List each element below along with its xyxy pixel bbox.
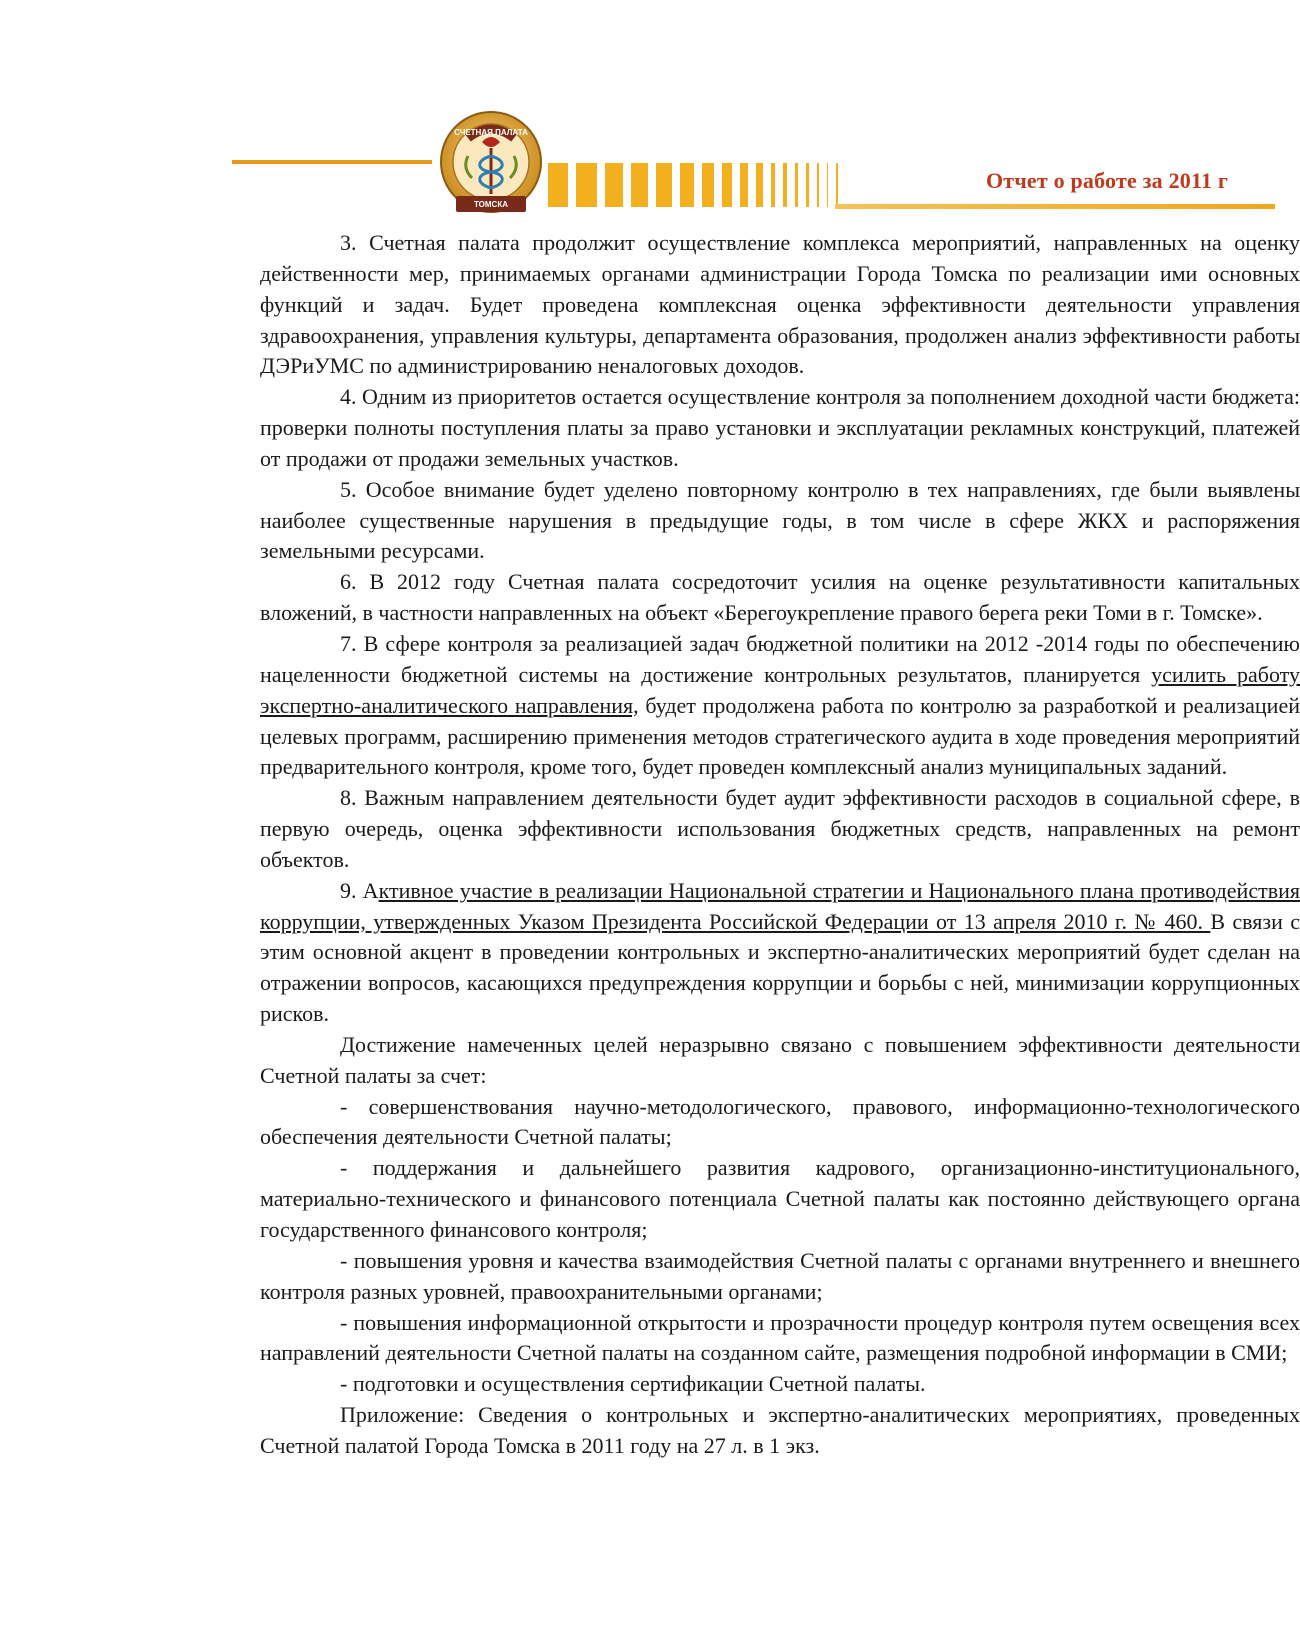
report-title: Отчет о работе за 2011 г: [986, 168, 1229, 193]
header-stripe-bars: [548, 163, 838, 207]
emblem-caduceus-icon: [432, 108, 550, 220]
list-item: - повышения уровня и качества взаимодействия Счетной палаты с органами внутреннего и внешнего контроля разных уровней, правоохранительными органами;: [260, 1247, 1300, 1304]
paragraph-4: 4. Одним из приоритетов остается осуществление контроля за пополнением доходной части бюджета: проверки полноты поступления платы за право установки и эксплуатации рекламных конструкций, платежей от продажи от продажи земельных участков.: [260, 384, 1300, 471]
header-rule-right: [835, 204, 1275, 209]
paragraph-7-underlined: усилить работу экспертно-аналитического направления,: [260, 661, 1300, 718]
paragraph-goals: Достижение намеченных целей неразрывно связано с повышением эффективности деятельности Счетной палаты за счет:: [260, 1031, 1300, 1088]
paragraph-6: 6. В 2012 году Счетная палата сосредоточит усилия на оценке результативности капитальных вложений, в частности направленных на объект «Берегоукрепление правого берега реки Томи в г. Томске».: [260, 569, 1300, 626]
paragraph-9: [260, 876, 1300, 1030]
list-item: - поддержания и дальнейшего развития кадрового, организационно-институционального, материально-технического и финансового потенциала Счетной палаты как постоянно действующего органа государственного финансового контроля;: [260, 1155, 1300, 1242]
list-item: - подготовки и осуществления сертификации Счетной палаты.: [340, 1371, 926, 1397]
document-body: [260, 228, 1300, 1462]
paragraph-7-end: будет продолжена работа по контролю за разработкой и реализацией целевых программ, расширению применения методов стратегического аудита в ходе проведения мероприятий предварительного контроля, кроме того, будет проведен комплексный анализ муниципальных заданий.: [260, 692, 1300, 780]
paragraph-7: [260, 629, 1300, 783]
paragraph-8: 8. Важным направлением деятельности будет аудит эффективности расходов в социальной сфере, в первую очередь, оценка эффективности использования бюджетных средств, направленных на ремонт объектов.: [260, 785, 1300, 872]
paragraph-9-end: В связи с этим основной акцент в проведении контрольных и экспертно-аналитических мероприятий будет сделан на отражении вопросов, касающихся предупреждения коррупции и борьбы с ней, минимизации коррупционных рисков.: [260, 908, 1300, 1027]
list-item: - повышения информационной открытости и прозрачности процедур контроля путем освещения всех направлений деятельности Счетной палаты на созданном сайте, размещения подробной информации в СМИ;: [260, 1309, 1300, 1366]
paragraph-9-underlined: ктивное участие в реализации Национальной стратегии и Национального плана противодействия коррупции, утвержденных Указом Президента Российской Федерации от 13 апреля 2010 г. № 460.: [260, 877, 1300, 934]
appendix-note: Приложение: Сведения о контрольных и экспертно-аналитических мероприятиях, проведенных Счетной палатой Города Томска в 2011 году на 27 л. в 1 экз.: [260, 1402, 1300, 1458]
paragraph-7-start: 7. В сфере контроля за реализацией задач бюджетной политики на 2012 -2014 годы по обеспечению нацеленности бюджетной системы на достижение контрольных результатов, планируется: [260, 630, 1300, 687]
paragraph-3: 3. Счетная палата продолжит осуществление комплекса мероприятий, направленных на оценку действенности мер, принимаемых органами администрации Города Томска по реализации ими основных функций и задач. Будет проведена комплексная оценка эффективности деятельности управления здравоохранения, управления культуры, департамента образования, продолжен анализ эффективности работы ДЭРиУМС по администрированию неналоговых доходов.: [260, 230, 1300, 379]
header-rule-left: [232, 160, 432, 164]
emblem-top-text: СЧЕТНАЯ ПАЛАТА: [454, 128, 528, 137]
list-item: - совершенствования научно-методологического, правового, информационно-технологического обеспечения деятельности Счетной палаты;: [260, 1093, 1300, 1150]
paragraph-9-start: 9. А: [340, 877, 379, 903]
paragraph-5: 5. Особое внимание будет уделено повторному контролю в тех направлениях, где были выявлены наиболее существенные нарушения в предыдущие годы, в том числе в сфере ЖКХ и распоряжения земельными ресурсами.: [260, 476, 1300, 564]
emblem-bottom-text: ТОМСКА: [473, 200, 509, 209]
page-header: [0, 0, 1275, 225]
